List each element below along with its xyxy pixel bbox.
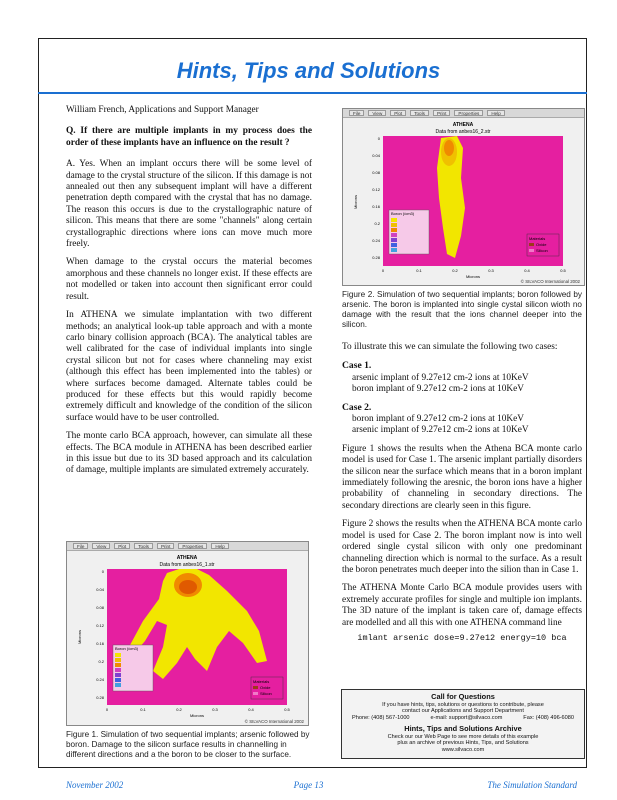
svg-text:0.16: 0.16 (372, 204, 380, 209)
svg-text:0.1: 0.1 (140, 707, 146, 712)
menu-plot[interactable]: Plot (390, 110, 406, 116)
call-box-line-1: If you have hints, tips, solutions or questions to contribute, please (382, 701, 544, 708)
svg-text:0.24: 0.24 (96, 677, 104, 682)
svg-text:0: 0 (377, 136, 380, 141)
figure1-plot-title: ATHENA (176, 555, 198, 561)
call-for-questions-box (341, 689, 585, 759)
figure1-menubar (67, 542, 308, 551)
answer-paragraph-3: In ATHENA we simulate implantation with two different methods; an analytical look-up table approach and with a monte carlo binary collision approach (BCA). The analytical tables are well calibrated for the case of individual implants into single crystal silicon but not for cases where channeling may exist (although this effect has been implemented into the tables) or where surfaces become damaged. Alternate tables could be produced for these effects but this would rapidly become extremely difficult and knowledge of the condition of the silicon surface would have to be user controlled. (66, 310, 312, 423)
svg-text:0.2: 0.2 (98, 659, 104, 664)
figure1-material-oxide: Oxide (260, 685, 271, 690)
figure2-material-silicon: Silicon (536, 248, 548, 253)
svg-text:0.3: 0.3 (488, 268, 494, 273)
call-box-phone: Phone: (408) 567-1000 (352, 715, 410, 722)
svg-text:0.1: 0.1 (416, 268, 422, 273)
answer-paragraph-4: The monte carlo BCA approach, however, can simulate all these effects. The BCA module in ATHENA has been described earlier in this issue but due to its 3D based approach and its calculation of damage, multiple implants are simulated extremely accurately. (66, 431, 312, 476)
figure1-xticks (106, 707, 291, 712)
svg-text:0.08: 0.08 (372, 170, 380, 175)
svg-text:0.4: 0.4 (524, 268, 530, 273)
figure2-copyright: © SILVACO International 2002 (520, 279, 580, 284)
figure2-xticks (382, 268, 567, 273)
figure2-xlabel: Microns (465, 274, 481, 279)
case-2-line-1: boron implant of 9.27e12 cm-2 ions at 10KeV (352, 414, 524, 425)
figure1-material-silicon: Silicon (260, 691, 272, 696)
figure2-material-oxide: Oxide (536, 242, 547, 247)
svg-text:0.04: 0.04 (96, 587, 104, 592)
svg-text:0.12: 0.12 (96, 623, 104, 628)
case-1-line-2: boron implant of 9.27e12 cm-2 ions at 10KeV (352, 384, 524, 395)
results-paragraph-1: Figure 1 shows the results when the Athena BCA monte carlo model is used for Case 1. The arsenic implant partially disorders the silicon near the surface which means that in a boron implant immediately following the aresnic, the boron ions have a higher probability of channeling in secondary directions. The secondary directions are clearly seen in this figure. (342, 443, 582, 511)
svg-text:0.12: 0.12 (372, 187, 380, 192)
menu-view[interactable]: View (368, 110, 386, 116)
svg-text:0: 0 (101, 569, 104, 574)
menu-file[interactable]: File (349, 110, 364, 116)
call-box-title: Call for Questions (431, 692, 495, 701)
footer-publication: The Simulation Standard (487, 780, 577, 790)
archive-url[interactable]: www.silvaco.com (441, 746, 485, 753)
title-rule (38, 92, 587, 94)
menu-properties[interactable]: Properties (178, 543, 207, 549)
figure1-caption: Figure 1. Simulation of two sequential implants; arsenic followed by boron. Damage to the silicon surface results in channelling in different directions and a the boron to be closer to the surface. (66, 730, 310, 759)
case-2-line-2: arsenic implant of 9.27e12 cm-2 ions at 10KeV (352, 425, 529, 436)
menu-properties[interactable]: Properties (454, 110, 483, 116)
menu-file[interactable]: File (73, 543, 88, 549)
answer-paragraph-1: A. Yes. When an implant occurs there will be some level of damage to the crystal structure of the silicon. If this damage is not annealed out then any subsequent implant will have a different penetration depth compared with the crystal that has no damage. The reason this occurs is due to the crystallographic nature of silicon. This means that there are some "channels" along certain crystallographic directions where ions can move much more freely. (66, 159, 312, 250)
figure2-yticks (372, 136, 381, 260)
figure2-ylabel: Microns (353, 194, 358, 210)
svg-text:0.2: 0.2 (374, 221, 380, 226)
figure2-legend-swatches (391, 218, 397, 252)
figure2-plot-subtitle: Data from anbes16_2.str (435, 129, 491, 135)
case-1-title: Case 1. (342, 360, 372, 372)
figure1-window (66, 541, 309, 726)
svg-text:0.2: 0.2 (452, 268, 458, 273)
menu-tools[interactable]: Tools (134, 543, 153, 549)
call-box-fax: Fax: (408) 496-6080 (523, 715, 574, 722)
page-title: Hints, Tips and Solutions (176, 58, 441, 83)
archive-line-2: plus an archive of previous Hints, Tips, and Solutions (397, 740, 529, 747)
figure2-caption: Figure 2. Simulation of two sequential implants; boron followed by arsenic. The boron is implanted into single cystal silicon wioth no damage with the result that the ions channel deeper into the silicon. (342, 290, 582, 329)
svg-text:0.16: 0.16 (96, 641, 104, 646)
case-2 (342, 402, 582, 437)
call-box-email[interactable]: e-mail: support@silvaco.com (430, 715, 503, 722)
archive-line-1: Check our our Web Page to see more details of this example (387, 733, 539, 740)
figure1-plot (67, 551, 308, 725)
figure2-menubar (343, 109, 584, 118)
svg-text:0.2: 0.2 (176, 707, 182, 712)
case-2-title: Case 2. (342, 401, 372, 413)
call-box-contacts (342, 715, 584, 722)
svg-text:0: 0 (381, 268, 385, 273)
footer-date: November 2002 (66, 780, 124, 790)
svg-text:0.28: 0.28 (372, 255, 380, 260)
answer-paragraph-2: When damage to the crystal occurs the material becomes amorphous and these channels no longer exist. If these effects are not modelled or taken into account then significant error could result. (66, 257, 312, 302)
figure2-plot-title: ATHENA (452, 122, 474, 128)
svg-text:0.24: 0.24 (372, 238, 380, 243)
question: Q. If there are multiple implants in my process does the order of these implants have an influence on the result ? (66, 126, 312, 148)
menu-print[interactable]: Print (433, 110, 450, 116)
right-column (342, 290, 582, 644)
figure1-ylabel: Microns (77, 629, 82, 645)
figure2-legend-title: Boron (/cm3) (391, 211, 415, 216)
case-1-line-1: arsenic implant of 9.27e12 cm-2 ions at 10KeV (352, 372, 529, 383)
figure1-xlabel: Microns (189, 713, 205, 718)
menu-plot[interactable]: Plot (114, 543, 130, 549)
svg-text:0.28: 0.28 (96, 695, 104, 700)
cases-intro: To illustrate this we can simulate the following two cases: (342, 342, 558, 352)
case-1 (342, 360, 582, 395)
figure2-material-title: Materials (529, 236, 546, 241)
figure2-window (342, 108, 585, 286)
figure1-copyright: © SILVACO International 2002 (244, 719, 304, 724)
svg-text:0.08: 0.08 (96, 605, 104, 610)
menu-help[interactable]: Help (487, 110, 504, 116)
svg-text:0: 0 (105, 707, 109, 712)
results-paragraph-2: Figure 2 shows the results when the ATHENA BCA monte carlo model is used for Case 2. The boron implant now is into well ordered single cystal silicon with only one predominant channeling direction which is normal to the surface. As a result the boron penetrates much deeper into the silion than in Case 1. (342, 519, 582, 575)
figure1-legend-title: Boron (/cm3) (115, 646, 139, 651)
svg-text:0.3: 0.3 (212, 707, 218, 712)
menu-print[interactable]: Print (157, 543, 174, 549)
figure1-material-title: Materials (253, 679, 270, 684)
svg-text:0.5: 0.5 (560, 268, 566, 273)
svg-text:0.04: 0.04 (372, 153, 380, 158)
footer-page-number: Page 13 (293, 780, 324, 790)
results-paragraph-3: The ATHENA Monte Carlo BCA module provides users with extremely accurate profiles for single and multiple ion implants. The 3D nature of the implant is taken care of, damage effects are modelled and all this with one ATHENA command line (342, 583, 582, 628)
left-column (66, 105, 312, 484)
svg-text:0.4: 0.4 (248, 707, 254, 712)
figure2-plot (343, 118, 584, 285)
svg-text:0.5: 0.5 (284, 707, 290, 712)
menu-view[interactable]: View (92, 543, 110, 549)
command-line: imlant arsenic dose=9.27e12 energy=10 bca (357, 632, 567, 643)
figure1-yticks (96, 569, 105, 700)
archive-title: Hints, Tips and Solutions Archive (404, 723, 522, 733)
author-line: William French, Applications and Support Manager (66, 105, 259, 115)
figure1-plot-subtitle: Data from anbes16_1.str (159, 562, 215, 568)
figure1-legend-swatches (115, 653, 121, 687)
menu-tools[interactable]: Tools (410, 110, 429, 116)
call-box-line-2: contact our Applications and Support Department (402, 708, 524, 715)
menu-help[interactable]: Help (211, 543, 228, 549)
